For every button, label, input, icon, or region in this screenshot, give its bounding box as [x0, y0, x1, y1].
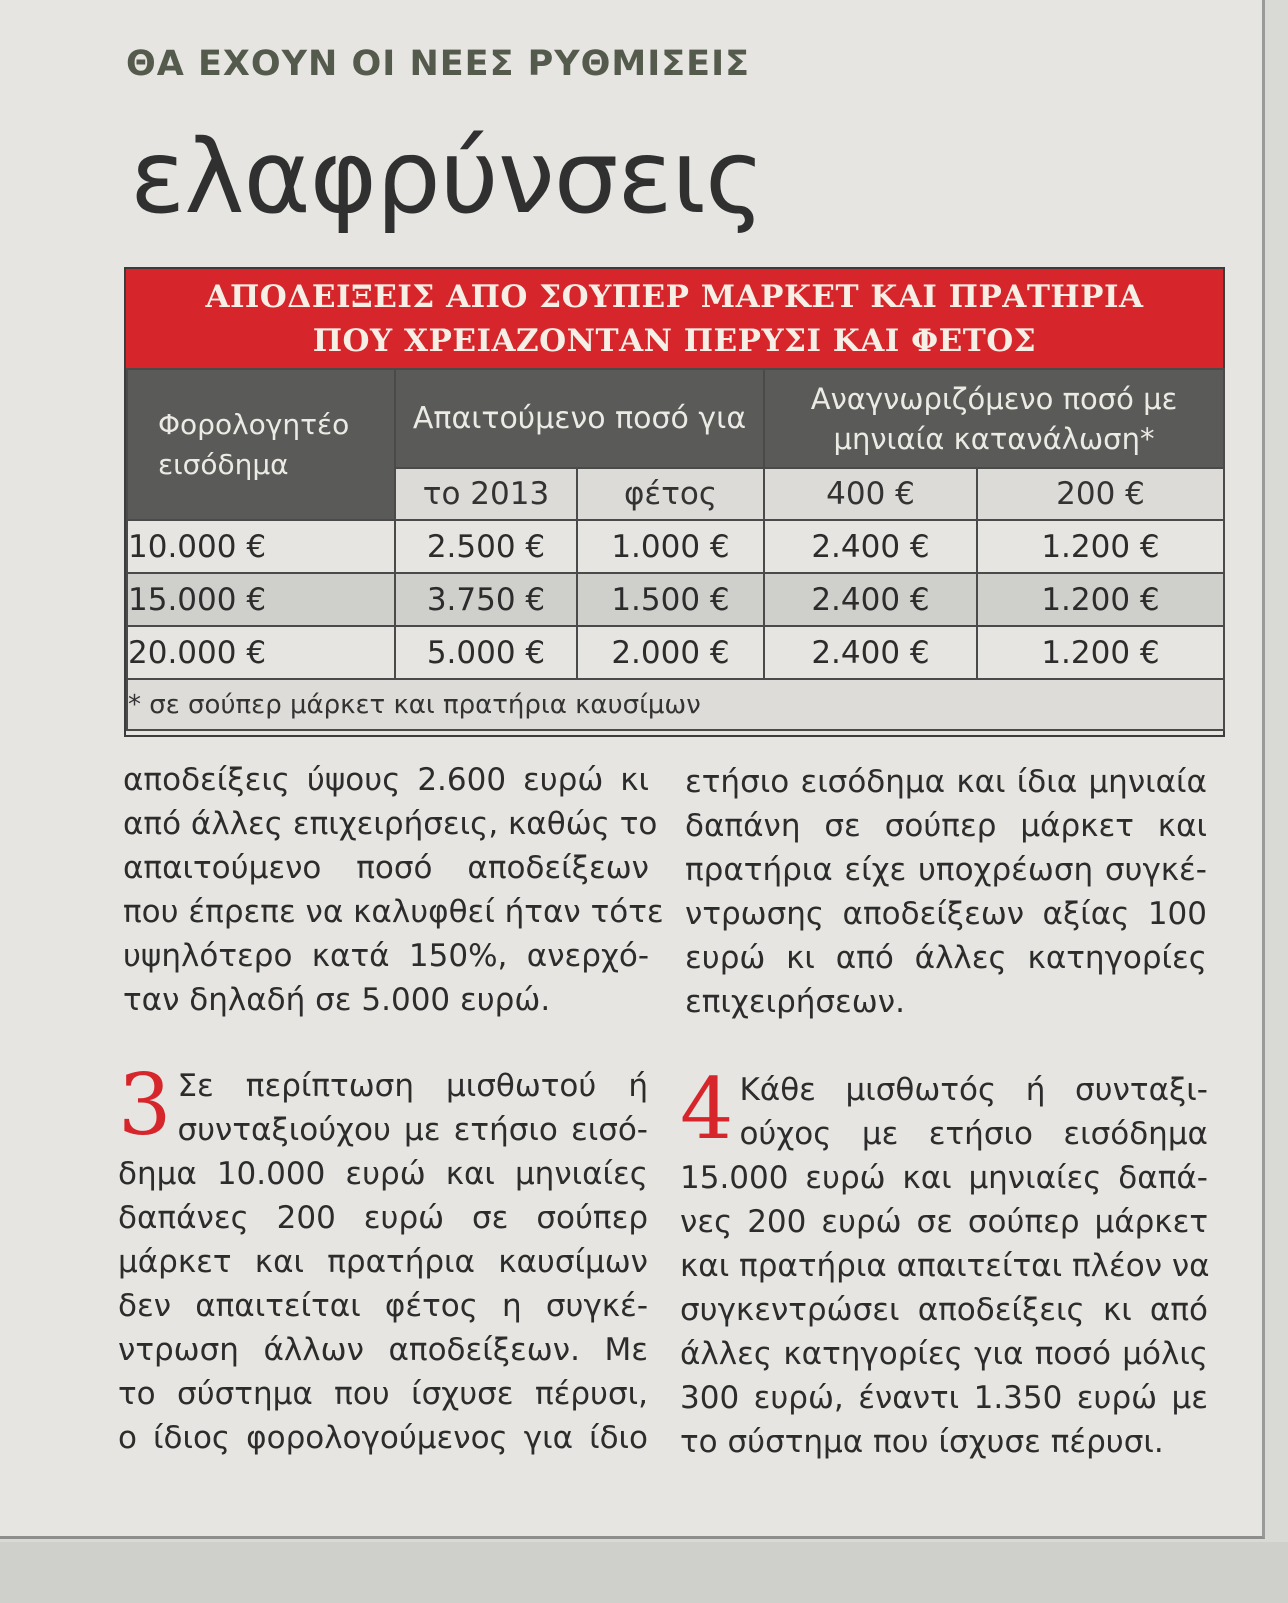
- cell-this-year: 2.000 €: [577, 626, 764, 679]
- table-row: [127, 626, 1224, 679]
- text-line: επιχειρήσεων.: [685, 984, 905, 1020]
- cell-income: 20.000 €: [127, 626, 395, 679]
- cell-400: 2.400 €: [764, 573, 977, 626]
- dropcap-4: 4: [680, 1060, 734, 1158]
- table-row: [127, 573, 1224, 626]
- text-line: απαιτούμενο ποσό αποδείξεων: [123, 850, 649, 886]
- page-edge: [0, 1542, 1288, 1603]
- cell-200: 1.200 €: [977, 520, 1224, 573]
- table-title-line-2: ΠΟΥ ΧΡΕΙΑΖΟΝΤΑΝ ΠΕΡΥΣΙ ΚΑΙ ΦΕΤΟΣ: [312, 323, 1037, 359]
- text-line: 15.000 ευρώ και μηνιαίες δαπά-: [680, 1160, 1208, 1196]
- cell-2013: 3.750 €: [395, 573, 577, 626]
- cell-income: 15.000 €: [127, 573, 395, 626]
- header-200: 200 €: [977, 468, 1224, 520]
- header-2013: το 2013: [395, 468, 577, 520]
- paragraph-3: [118, 1056, 648, 1460]
- header-400: 400 €: [764, 468, 977, 520]
- table-footnote: * σε σούπερ μάρκετ και πρατήρια καυσίμων: [127, 679, 1224, 730]
- table-title: [126, 269, 1223, 368]
- text-line: πρατήρια είχε υποχρέωση συγκέ-: [685, 852, 1207, 888]
- text-line: νες 200 ευρώ σε σούπερ μάρκετ: [680, 1204, 1208, 1240]
- headline: ελαφρύνσεις: [130, 118, 764, 237]
- kicker: ΘΑ ΕΧΟΥΝ ΟΙ ΝΕΕΣ ΡΥΘΜΙΣΕΙΣ: [126, 44, 751, 84]
- text-line: Κάθε μισθωτός ή συνταξι-: [739, 1072, 1208, 1108]
- table-row: [127, 520, 1224, 573]
- text-line: ετήσιο εισόδημα και ίδια μηνιαία: [685, 764, 1207, 800]
- cell-2013: 2.500 €: [395, 520, 577, 573]
- cell-400: 2.400 €: [764, 520, 977, 573]
- dropcap-3: 3: [118, 1056, 172, 1154]
- text-line: 300 ευρώ, έναντι 1.350 ευρώ με: [680, 1380, 1208, 1416]
- column-2-top: [685, 760, 1207, 1024]
- cell-2013: 5.000 €: [395, 626, 577, 679]
- cell-400: 2.400 €: [764, 626, 977, 679]
- text-line: υψηλότερο κατά 150%, ανερχό-: [123, 938, 649, 974]
- text-line: Σε περίπτωση μισθωτού ή: [177, 1068, 648, 1104]
- text-line: συνταξιούχου με ετήσιο εισό-: [177, 1112, 648, 1148]
- text-line: δαπάνη σε σούπερ μάρκετ και: [685, 808, 1207, 844]
- receipts-table: [124, 267, 1225, 737]
- cell-200: 1.200 €: [977, 573, 1224, 626]
- text-line: ντρωσης αποδείξεων αξίας 100: [685, 896, 1207, 932]
- paragraph-4: [680, 1060, 1210, 1464]
- header-recognized: Αναγνωριζόμενο ποσό με μηνιαία κατανάλωση*: [764, 369, 1224, 468]
- header-this-year: φέτος: [577, 468, 764, 520]
- text-line: το σύστημα που ίσχυσε πέρυσι,: [118, 1376, 648, 1412]
- cell-this-year: 1.000 €: [577, 520, 764, 573]
- text-line: αποδείξεις ύψους 2.600 ευρώ κι: [123, 762, 649, 798]
- text-line: ευρώ κι από άλλες κατηγορίες: [685, 940, 1207, 976]
- cell-200: 1.200 €: [977, 626, 1224, 679]
- column-1-top: [123, 758, 664, 1022]
- text-line: το σύστημα που ίσχυσε πέρυσι.: [680, 1424, 1164, 1460]
- text-line: άλλες κατηγορίες για ποσό μόλις: [680, 1336, 1208, 1372]
- text-line: συγκεντρώσει αποδείξεις κι από: [680, 1292, 1208, 1328]
- table-title-line-1: ΑΠΟΔΕΙΞΕΙΣ ΑΠΟ ΣΟΥΠΕΡ ΜΑΡΚΕΤ ΚΑΙ ΠΡΑΤΗΡΙΑ: [205, 279, 1144, 315]
- data-table: [126, 368, 1225, 731]
- text-line: και πρατήρια απαιτείται πλέον να: [680, 1248, 1210, 1284]
- text-line: δαπάνες 200 ευρώ σε σούπερ: [118, 1200, 648, 1236]
- text-line: δημα 10.000 ευρώ και μηνιαίες: [118, 1156, 648, 1192]
- text-line: ταν δηλαδή σε 5.000 ευρώ.: [123, 982, 551, 1018]
- text-line: ούχος με ετήσιο εισόδημα: [739, 1116, 1208, 1152]
- text-line: μάρκετ και πρατήρια καυσίμων: [118, 1244, 648, 1280]
- cell-income: 10.000 €: [127, 520, 395, 573]
- text-line: από άλλες επιχειρήσεις, καθώς το: [123, 806, 658, 842]
- cell-this-year: 1.500 €: [577, 573, 764, 626]
- text-line: δεν απαιτείται φέτος η συγκέ-: [118, 1288, 648, 1324]
- header-required: Απαιτούμενο ποσό για: [395, 369, 764, 468]
- text-line: που έπρεπε να καλυφθεί ήταν τότε: [123, 894, 664, 930]
- header-income: Φορολογητέο εισόδημα: [127, 369, 395, 520]
- text-line: ντρωση άλλων αποδείξεων. Με: [118, 1332, 648, 1368]
- text-line: ο ίδιος φορολογούμενος για ίδιο: [118, 1420, 648, 1456]
